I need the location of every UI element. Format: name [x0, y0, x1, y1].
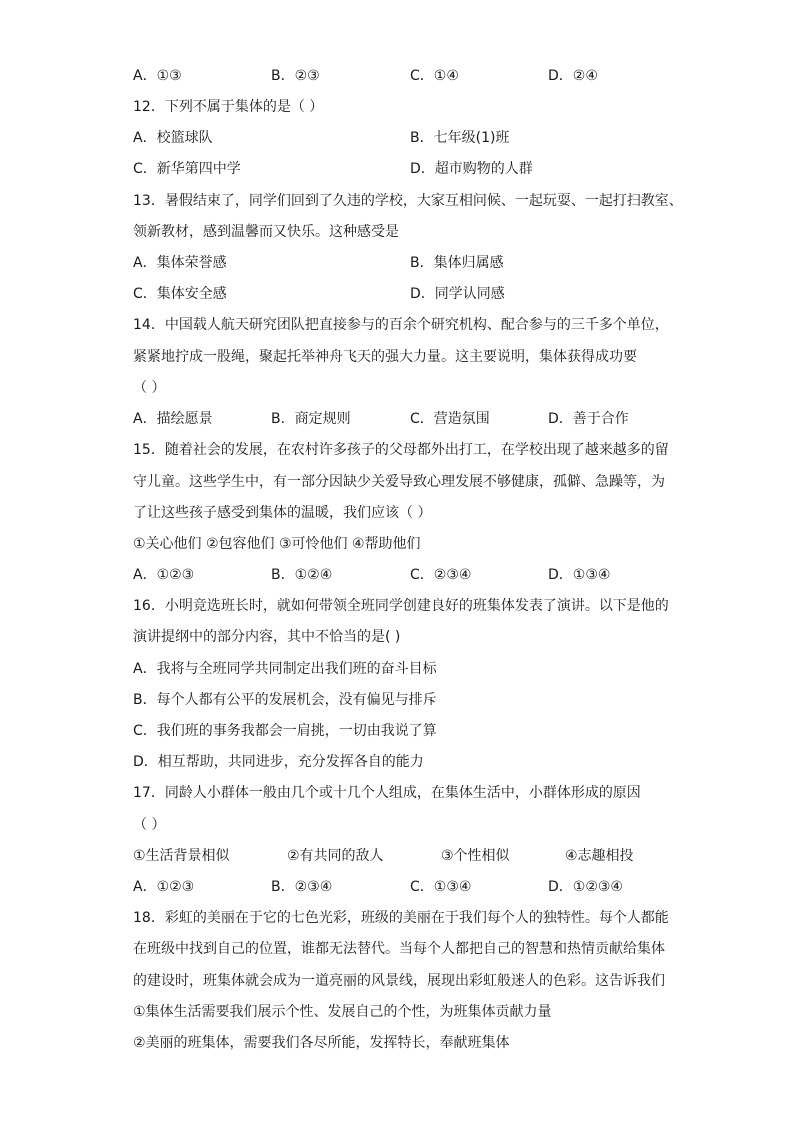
q15-option-b: B．①②④ [271, 567, 333, 583]
q18-statement-2: ②美丽的班集体，需要我们各尽所能，发挥特长，奉献班集体 [133, 1035, 510, 1051]
q14-option-d: D．善于合作 [548, 411, 629, 427]
q14-stem-line2: 紧紧地拧成一股绳，聚起托举神舟飞天的强大力量。这主要说明，集体获得成功要 [133, 349, 637, 365]
q15-options [133, 564, 684, 586]
q16-option-c: C．我们班的事务我都会一肩挑，一切由我说了算 [133, 723, 437, 739]
q15-option-d: D．①③④ [548, 567, 611, 583]
q13-option-d: D．同学认同感 [410, 286, 505, 302]
q12-options-row1 [133, 127, 684, 149]
q15-option-c: C．②③④ [410, 567, 472, 583]
q18-stem-line3: 的建设时，班集体就会成为一道亮丽的风景线，展现出彩虹般迷人的色彩。这告诉我们 [133, 973, 665, 989]
q17-item-2: ②有共同的敌人 [287, 848, 384, 864]
q17-option-a: A．①②③ [133, 879, 195, 895]
q13-option-b: B．集体归属感 [410, 255, 504, 271]
q15-stem-line1: 15．随着社会的发展，在农村许多孩子的父母都外出打工，在学校出现了越来越多的留 [133, 442, 669, 458]
q12-stem: 12．下列不属于集体的是（ ） [133, 99, 324, 115]
q17-options [133, 876, 684, 898]
q11-option-d: D．②④ [548, 68, 598, 84]
q11-options [133, 65, 684, 87]
q14-option-a: A．描绘愿景 [133, 411, 213, 427]
q16-option-d: D．相互帮助，共同进步，充分发挥各自的能力 [133, 754, 424, 770]
q13-stem-line1: 13．暑假结束了，同学们回到了久违的学校，大家互相问候、一起玩耍、一起打扫教室、 [133, 193, 683, 209]
q12-options-row2 [133, 158, 684, 180]
q17-item-3: ③个性相似 [441, 848, 510, 864]
q14-stem-line1: 14．中国载人航天研究团队把直接参与的百余个研究机构、配合参与的三千多个单位， [133, 317, 669, 333]
q16-option-a: A．我将与全班同学共同制定出我们班的奋斗目标 [133, 661, 437, 677]
q15-option-a: A．①②③ [133, 567, 195, 583]
q12-option-b: B．七年级(1)班 [410, 130, 510, 146]
q17-stem-line2: （ ） [133, 817, 166, 833]
q16-stem-line1: 16．小明竞选班长时，就如何带领全班同学创建良好的班集体发表了演讲。以下是他的 [133, 598, 669, 614]
q18-stem-line1: 18．彩虹的美丽在于它的七色光彩，班级的美丽在于我们每个人的独特性。每个人都能 [133, 910, 669, 926]
q15-stem-line3: 了让这些孩子感受到集体的温暖，我们应该（ ） [133, 505, 432, 521]
q18-statement-1: ①集体生活需要我们展示个性、发展自己的个性，为班集体贡献力量 [133, 1004, 552, 1020]
q14-option-c: C．营造氛围 [410, 411, 490, 427]
q13-option-a: A．集体荣誉感 [133, 255, 227, 271]
q13-stem-line2: 领新教材，感到温馨而又快乐。这种感受是 [133, 224, 399, 240]
q17-items [133, 845, 684, 867]
q17-stem-line1: 17．同龄人小群体一般由几个或十几个人组成，在集体生活中，小群体形成的原因 [133, 785, 641, 801]
q17-item-4: ④志趣相投 [565, 848, 634, 864]
q12-option-d: D．超市购物的人群 [410, 161, 533, 177]
q17-item-1: ①生活背景相似 [133, 848, 230, 864]
q14-option-b: B．商定规则 [271, 411, 351, 427]
q16-option-b: B．每个人都有公平的发展机会，没有偏见与排斥 [133, 692, 437, 708]
q14-options [133, 408, 684, 430]
q18-stem-line2: 在班级中找到自己的位置，谁都无法替代。当每个人都把自己的智慧和热情贡献给集体 [133, 941, 665, 957]
q13-options-row2 [133, 283, 684, 305]
q17-option-d: D．①②③④ [548, 879, 623, 895]
q11-option-a: A．①③ [133, 68, 182, 84]
q13-options-row1 [133, 252, 684, 274]
q13-option-c: C．集体安全感 [133, 286, 227, 302]
q14-stem-line3: （ ） [133, 380, 166, 396]
q11-option-c: C．①④ [410, 68, 459, 84]
q16-stem-line2: 演讲提纲中的部分内容，其中不恰当的是( ) [133, 629, 401, 645]
q17-option-c: C．①③④ [410, 879, 472, 895]
q11-option-b: B．②③ [271, 68, 320, 84]
q17-option-b: B．②③④ [271, 879, 333, 895]
q15-items: ①关心他们 ②包容他们 ③可怜他们 ④帮助他们 [133, 536, 421, 552]
q12-option-c: C．新华第四中学 [133, 161, 241, 177]
q12-option-a: A．校篮球队 [133, 130, 213, 146]
q15-stem-line2: 守儿童。这些学生中，有一部分因缺少关爱导致心理发展不够健康，孤僻、急躁等，为 [133, 474, 665, 490]
